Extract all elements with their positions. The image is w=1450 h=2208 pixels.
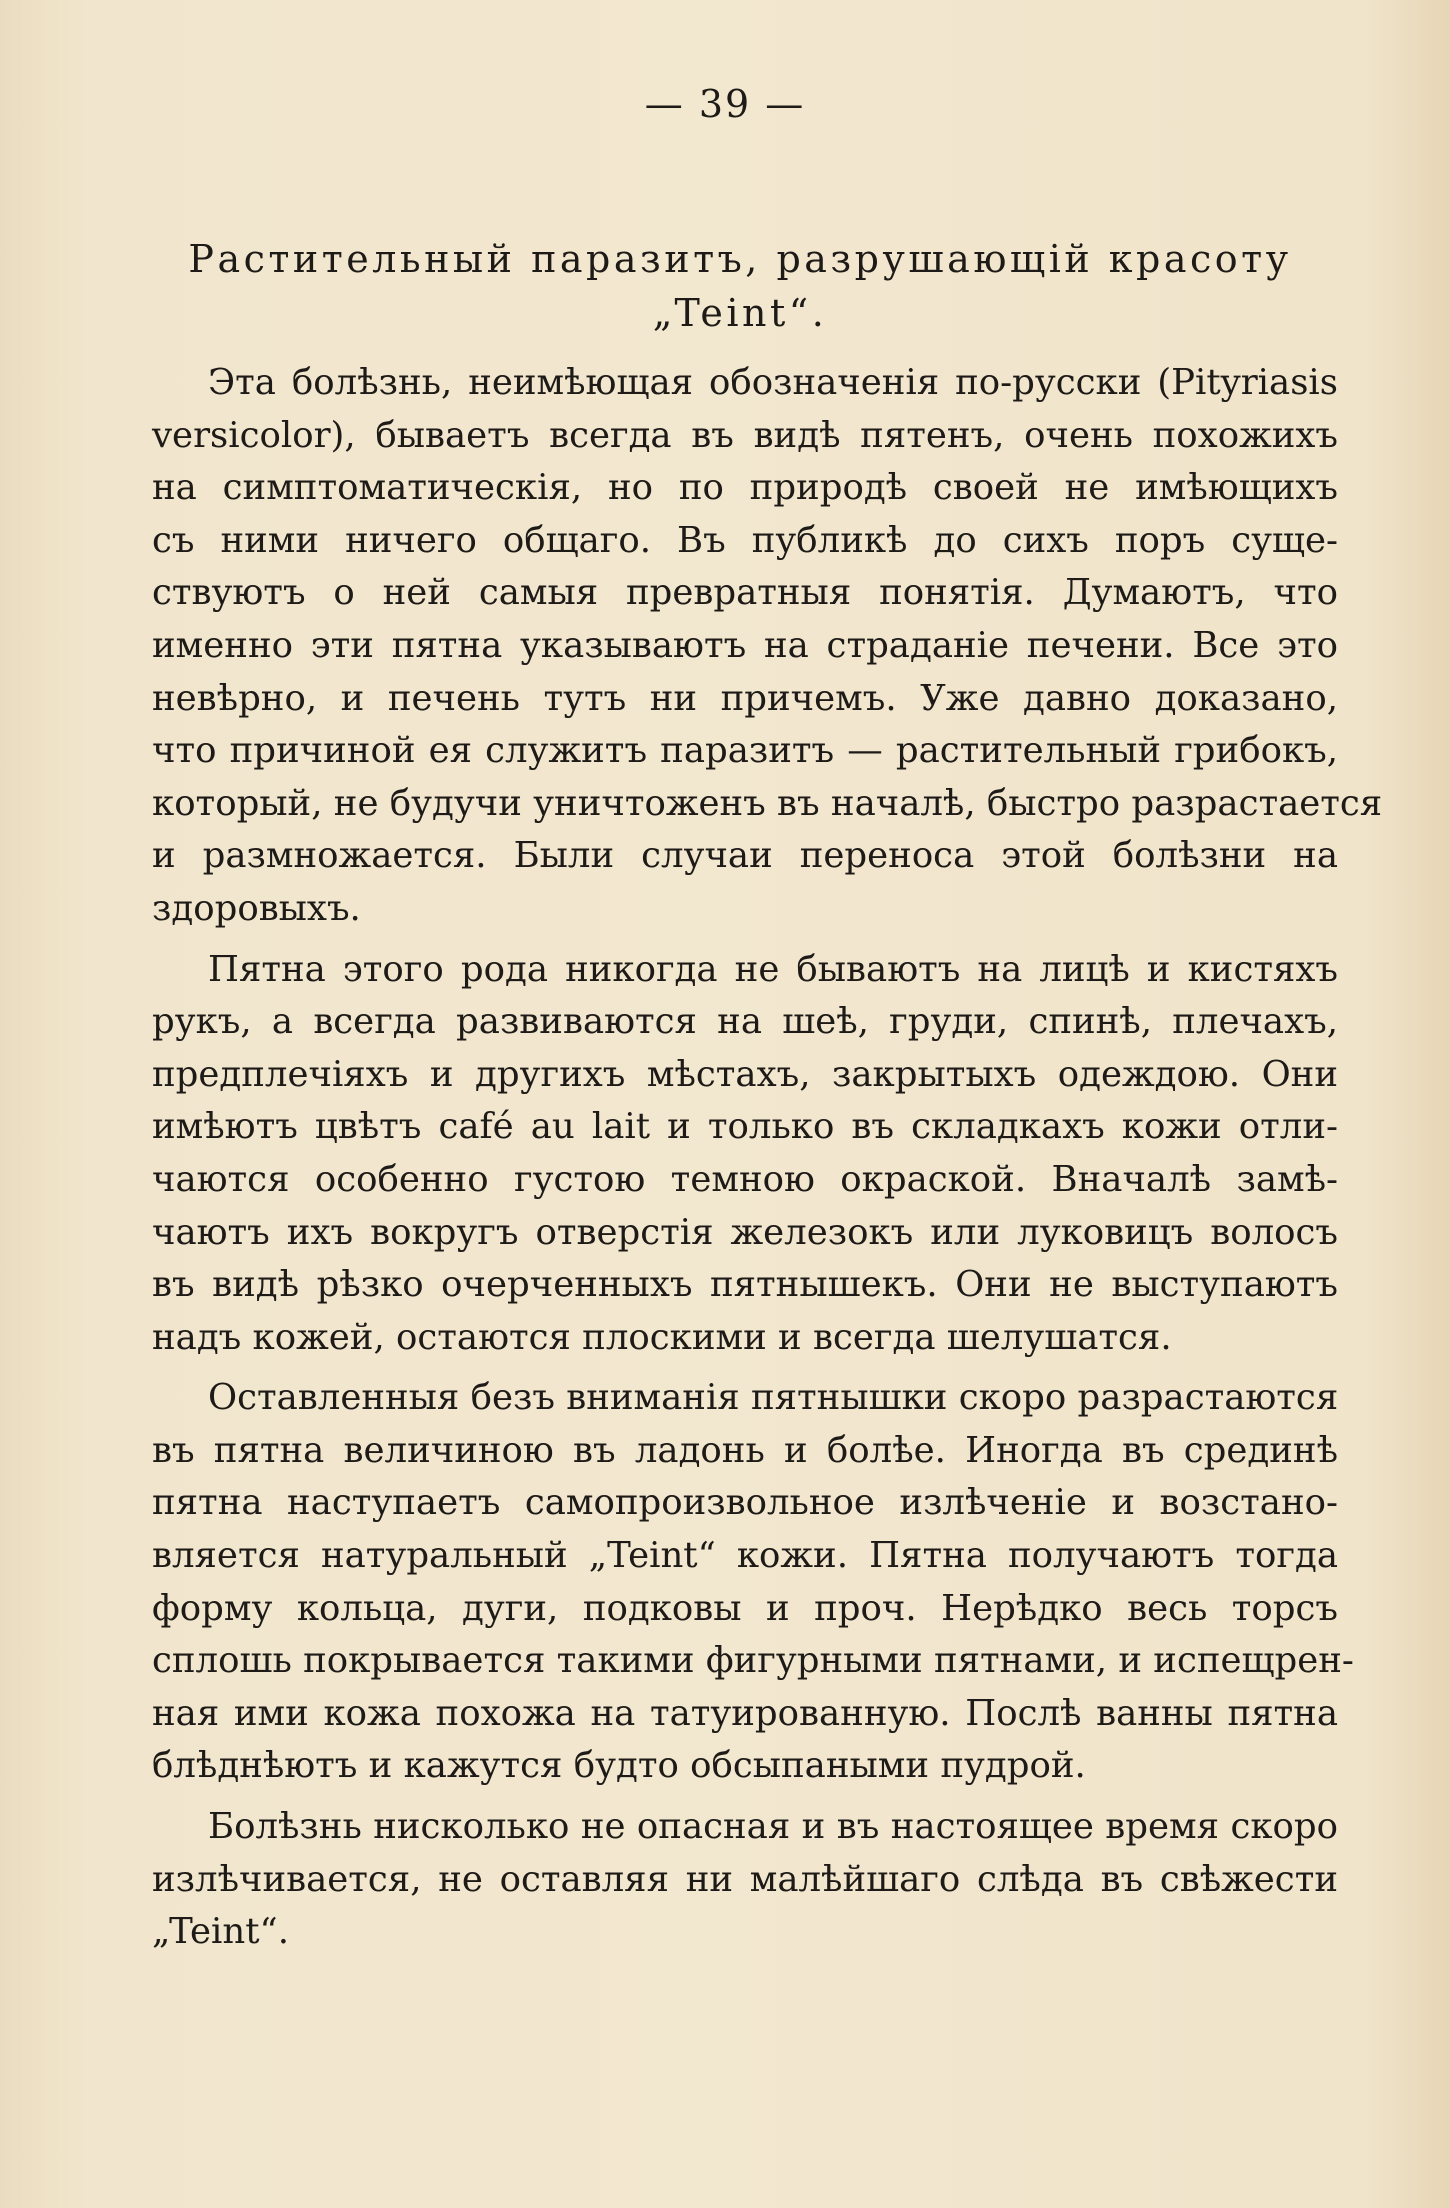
text-line: блѣднѣютъ и кажутся будто обсыпаными пудрой.: [152, 1745, 1086, 1787]
text-line: сплошь покрывается такими фигурными пятнами, и испещрен-: [152, 1640, 1354, 1682]
text-line: и размножается. Были случаи переноса этой болѣзни на: [152, 835, 1338, 877]
text-line: надъ кожей, остаются плоскими и всегда шелушатся.: [152, 1316, 1172, 1358]
paragraph: [152, 944, 1338, 1365]
text-line: форму кольца, дуги, подковы и проч. Нерѣдко весь торсъ: [152, 1587, 1338, 1629]
text-line: versicolor), бываетъ всегда въ видѣ пятенъ, очень похожихъ: [152, 414, 1338, 456]
text-line: чаются особенно густою темною окраской. Вначалѣ замѣ-: [152, 1158, 1338, 1200]
text-line: рукъ, а всегда развиваются на шеѣ, груди, спинѣ, плечахъ,: [152, 1001, 1338, 1043]
heading-line: Растительный паразитъ, разрушающій красоту: [188, 237, 1292, 281]
text-line: что причиной ея служитъ паразитъ — растительный грибокъ,: [152, 730, 1338, 772]
text-line: съ ними ничего общаго. Въ публикѣ до сихъ поръ суще-: [152, 519, 1338, 561]
heading-line: „Teint“.: [652, 291, 828, 335]
text-line: здоровыхъ.: [152, 887, 361, 929]
text-line: имѣютъ цвѣтъ café au lait и только въ складкахъ кожи отли-: [152, 1106, 1338, 1148]
text-line: ная ими кожа похожа на татуированную. Послѣ ванны пятна: [152, 1692, 1338, 1734]
page-number: — 39 —: [644, 82, 806, 126]
text-line: ствуютъ о ней самыя превратныя понятія. Думаютъ, что: [152, 572, 1338, 614]
text-line: именно эти пятна указываютъ на страданіе печени. Все это: [152, 624, 1338, 666]
text-line: излѣчивается, не оставляя ни малѣйшаго слѣда въ свѣжести: [152, 1858, 1338, 1900]
body-text: [152, 357, 1383, 1959]
paragraph: [152, 357, 1383, 936]
text-line: Болѣзнь нисколько не опасная и въ настоящее время скоро: [208, 1806, 1338, 1848]
text-line: на симптоматическія, но по природѣ своей не имѣющихъ: [152, 467, 1338, 509]
text-line: невѣрно, и печень тутъ ни причемъ. Уже давно доказано,: [152, 677, 1338, 719]
section-heading: [150, 232, 1330, 340]
text-line: Оставленныя безъ вниманія пятнышки скоро разрастаются: [208, 1377, 1339, 1419]
text-line: вляется натуральный „Teint“ кожи. Пятна получаютъ тогда: [152, 1535, 1338, 1577]
paragraph: [152, 1372, 1354, 1793]
text-line: Эта болѣзнь, неимѣющая обозначенія по-русски (Pityriasis: [208, 362, 1338, 403]
text-line: пятна наступаетъ самопроизвольное излѣченіе и возстано-: [152, 1482, 1338, 1524]
text-line: Пятна этого рода никогда не бываютъ на лицѣ и кистяхъ: [208, 948, 1338, 990]
text-line: предплечіяхъ и другихъ мѣстахъ, закрытыхъ одеждою. Они: [152, 1053, 1338, 1095]
text-line: въ пятна величиною въ ладонь и болѣе. Иногда въ срединѣ: [152, 1429, 1338, 1471]
text-line: который, не будучи уничтоженъ въ началѣ, быстро разрастается: [152, 782, 1383, 824]
text-line: „Teint“.: [152, 1911, 289, 1953]
text-line: въ видѣ рѣзко очерченныхъ пятнышекъ. Они не выступаютъ: [152, 1264, 1338, 1306]
paragraph: [152, 1801, 1338, 1959]
text-line: чаютъ ихъ вокругъ отверстія железокъ или луковицъ волосъ: [152, 1211, 1338, 1253]
